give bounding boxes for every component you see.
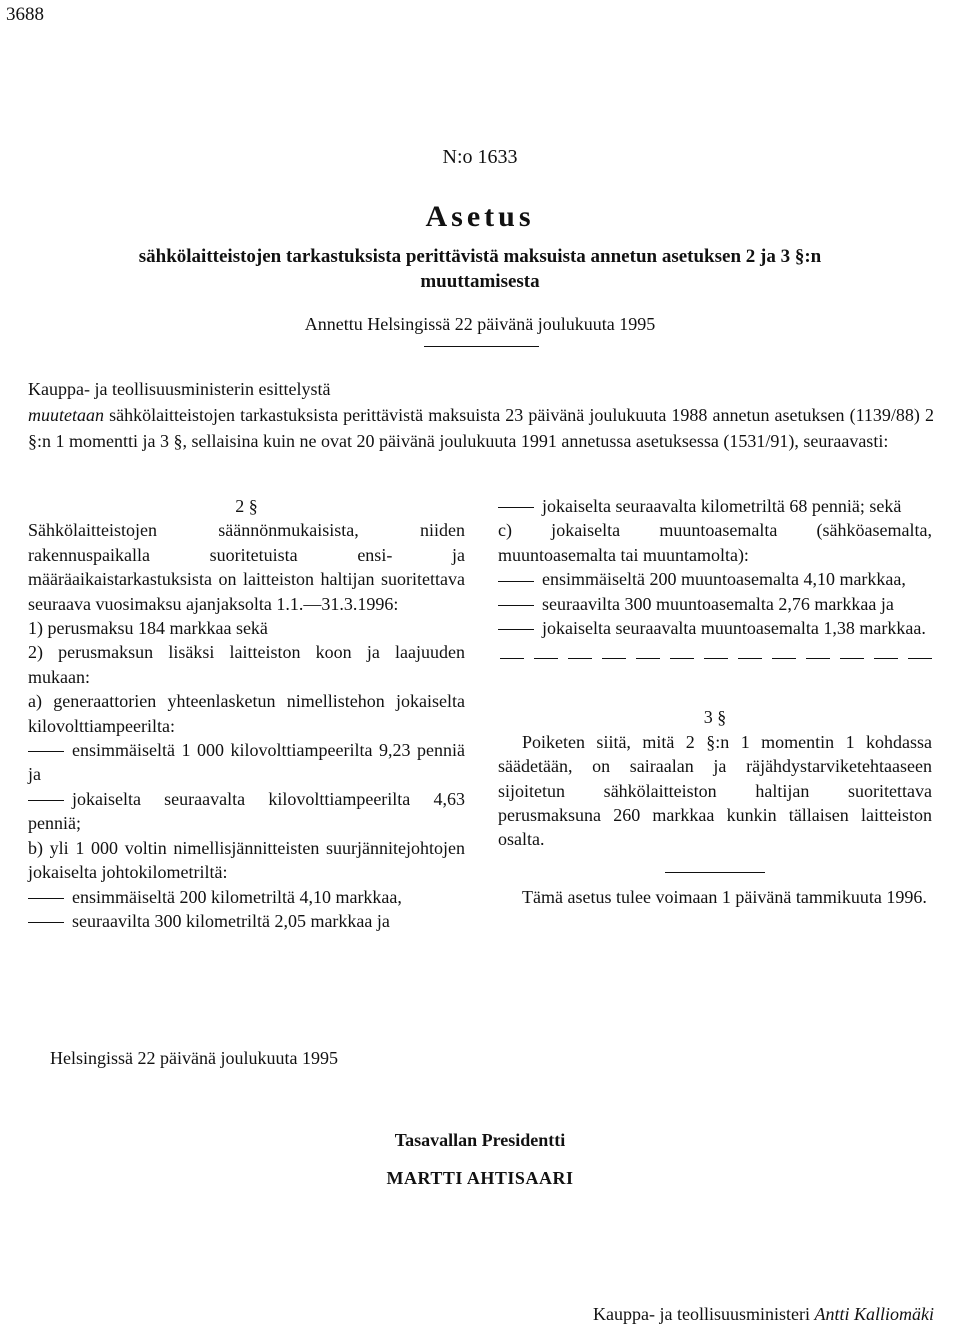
president-title: Tasavallan Presidentti <box>394 1130 566 1150</box>
section-2-item-a: a) generaattorien yhteenlasketun nimellistehon jokaiselta kilovolttiampeerilta: <box>28 691 465 736</box>
em-dash <box>498 581 534 582</box>
section-divider <box>665 872 765 873</box>
entry-into-force: Tämä asetus tulee voimaan 1 päivänä tammikuuta 1996. <box>522 886 927 907</box>
em-dash <box>498 629 534 630</box>
em-dash <box>28 800 64 801</box>
document-type-heading: Asetus <box>425 200 535 233</box>
em-dash <box>28 751 64 752</box>
preamble-verb: muutetaan <box>28 405 104 425</box>
section-2-heading: 2 § <box>235 496 258 516</box>
section-3-text: Poiketen siitä, mitä 2 §:n 1 momentin 1 kohdassa säädetään, on sairaalan ja räjähdystarviketehtaaseen sijoitetun sähkölaitteiston haltijan suoritettava perusmaksuna 260 markkaa kunkin tällaisen laitteiston osalta. <box>498 731 932 850</box>
document-title-line-2: muuttamisesta <box>420 271 540 292</box>
page-number: 3688 <box>6 4 44 25</box>
minister-title: Kauppa- ja teollisuusministeri <box>593 1304 810 1324</box>
em-dash <box>498 507 534 508</box>
section-2-item-c1: ensimmäiseltä 200 muuntoasemalta 4,10 markkaa, <box>498 567 932 591</box>
left-column <box>28 494 465 933</box>
section-2-item-b1: ensimmäiseltä 200 kilometriltä 4,10 markkaa, <box>28 885 465 909</box>
document-title-line-1: sähkölaitteistojen tarkastuksista perittävistä maksuista annetun asetuksen 2 ja 3 §:n <box>138 246 822 267</box>
section-2-item-c3: jokaiselta seuraavalta muuntoasemalta 1,38 markkaa. <box>498 616 932 640</box>
em-dash <box>28 922 64 923</box>
em-dash <box>28 898 64 899</box>
section-2-item-a1: ensimmäiseltä 1 000 kilovolttiampeerilta 9,23 penniä ja <box>28 740 465 785</box>
president-name: MARTTI AHTISAARI <box>386 1168 574 1188</box>
document-title <box>60 244 900 294</box>
title-divider <box>424 346 539 347</box>
section-2-item-c: c) jokaiselta muuntoasemalta (sähköasemalta, muuntoasemalta tai muuntamolta): <box>498 520 932 565</box>
minister-signature <box>593 1304 934 1325</box>
right-column <box>498 494 932 909</box>
preamble-text: sähkölaitteistojen tarkastuksista perittävistä maksuista 23 päivänä joulukuuta 1988 annetun asetuksen (1139/88) 2 §:n 1 momentti ja 3 §, sellaisina kuin ne ovat 20 päivänä joulukuuta 1991 annetussa asetuksessa (1531/91), seuraavasti: <box>28 405 934 451</box>
section-2-item-2: 2) perusmaksun lisäksi laitteiston koon ja laajuuden mukaan: <box>28 642 465 687</box>
section-2-item-b3: jokaiselta seuraavalta kilometriltä 68 penniä; sekä <box>498 494 932 518</box>
section-2-item-a2: jokaiselta seuraavalta kilovolttiampeerilta 4,63 penniä; <box>28 788 465 834</box>
place-and-date: Helsingissä 22 päivänä joulukuuta 1995 <box>50 1048 338 1068</box>
preamble <box>28 376 934 454</box>
document-number: N:o 1633 <box>442 146 518 168</box>
section-2-item-1: 1) perusmaksu 184 markkaa sekä <box>28 618 268 639</box>
minister-name: Antti Kalliomäki <box>814 1304 934 1324</box>
em-dash <box>498 605 534 606</box>
section-2-text: Sähkölaitteistojen säännönmukaisista, niiden rakennuspaikalla suoritetuista ensi- ja määräaikaistarkastuksista on laitteiston haltijan suoritettava seuraava vuosimaksu ajanjaksolta 1.1.—31.3.1996: <box>28 520 465 614</box>
section-3-heading: 3 § <box>703 707 727 728</box>
section-2-item-b: b) yli 1 000 voltin nimellisjännitteisten suurjännitejohtojen jokaiselta johtokilometriltä: <box>28 837 465 883</box>
preamble-lead: Kauppa- ja teollisuusministerin esittelystä <box>28 379 331 399</box>
omission-dashes <box>500 646 932 659</box>
section-2-item-b2: seuraavilta 300 kilometriltä 2,05 markkaa ja <box>28 909 465 933</box>
preamble-body <box>28 402 934 454</box>
section-2-item-c2: seuraavilta 300 muuntoasemalta 2,76 markkaa ja <box>498 592 932 616</box>
given-date: Annettu Helsingissä 22 päivänä joulukuuta 1995 <box>304 314 656 334</box>
